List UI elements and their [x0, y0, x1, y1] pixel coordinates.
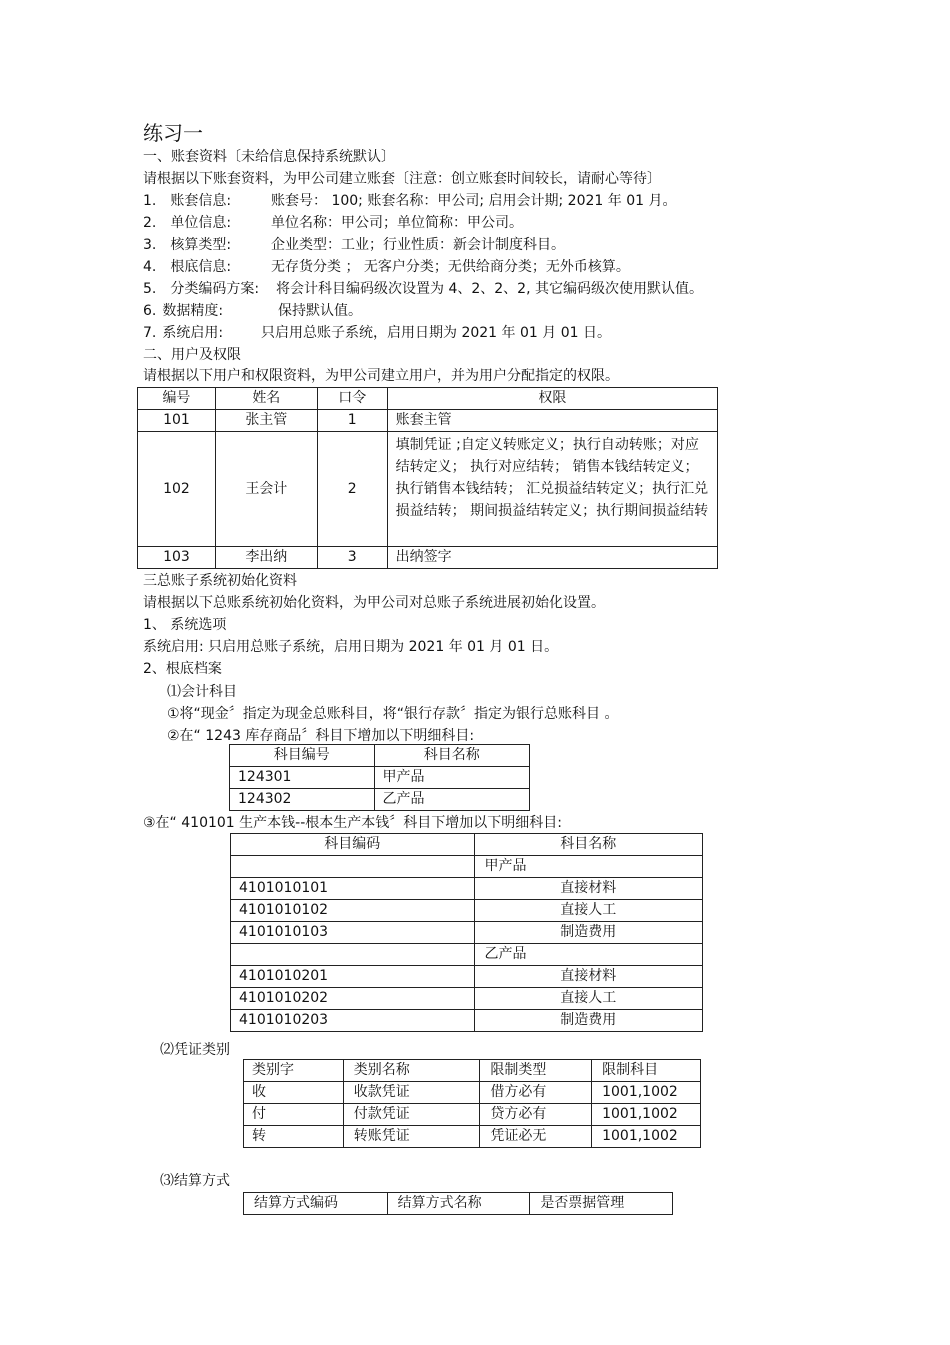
- production-cost-subaccounts-table: [230, 833, 703, 1032]
- table-cell: 甲产品: [474, 856, 702, 878]
- item-text: 账套号： 100; 账套名称：甲公司; 启用会计期; 2021 年 01 月。: [271, 193, 677, 209]
- item-num: 3.: [143, 237, 157, 253]
- table-header-row: [244, 1060, 701, 1082]
- table-cell: 3: [317, 547, 387, 569]
- table-cell: 102: [138, 432, 216, 547]
- table-cell: 填制凭证 ;自定义转账定义；执行自动转账；对应结转定义； 执行对应结转； 销售本钱结转定义；执行销售本钱结转； 汇兑损益结转定义；执行汇兑损益结转； 期间损益结转定义；执行期间损益结转: [387, 432, 717, 547]
- table-header: 权限: [387, 388, 717, 410]
- table-cell: 103: [138, 547, 216, 569]
- section2-intro: 请根据以下用户和权限资料，为甲公司建立用户，并为用户分配指定的权限。: [143, 368, 619, 384]
- table-header: 类别字: [244, 1060, 344, 1082]
- settlement-heading: ⑶结算方式: [160, 1173, 230, 1189]
- item-text: 保持默认值。: [278, 303, 362, 319]
- table-header-row: [230, 745, 530, 767]
- table-cell: 1001,1002: [592, 1126, 701, 1148]
- table-cell: 4101010201: [231, 966, 475, 988]
- table-cell: 付款凭证: [343, 1104, 480, 1126]
- section1-heading: 一、账套资料〔未给信息保持系统默认〕: [143, 149, 395, 165]
- table-header-row: [244, 1193, 673, 1215]
- item-label: 系统启用:: [162, 325, 224, 341]
- table-cell: 4101010103: [231, 922, 475, 944]
- item-text: 无存货分类 ； 无客户分类；无供给商分类；无外币核算。: [271, 259, 630, 275]
- table-row: [244, 1104, 701, 1126]
- table-cell: 直接材料: [474, 878, 702, 900]
- step3-text: ③在“ 410101 生产本钱--根本生产本钱〞科目下增加以下明细科目:: [143, 815, 562, 831]
- table-header: 科目编号: [230, 745, 375, 767]
- step2-text: ②在“ 1243 库存商品〞科目下增加以下明细科目:: [167, 728, 475, 744]
- table-row: [231, 878, 703, 900]
- table-cell: [231, 944, 475, 966]
- table-header: 科目名称: [374, 745, 529, 767]
- item-text: 企业类型：工业；行业性质：新会计制度科目。: [271, 237, 565, 253]
- table-cell: 1001,1002: [592, 1082, 701, 1104]
- table-cell: 1: [317, 410, 387, 432]
- table-header: 限制类型: [480, 1060, 592, 1082]
- table-cell: 转账凭证: [343, 1126, 480, 1148]
- section1-intro: 请根据以下账套资料，为甲公司建立账套〔注意：创立账套时间较长，请耐心等待〕: [143, 171, 661, 187]
- table-row: [230, 767, 530, 789]
- table-cell: 101: [138, 410, 216, 432]
- table-row: [231, 966, 703, 988]
- table-cell: 转: [244, 1126, 344, 1148]
- item-num: 7.: [143, 325, 157, 341]
- list-item: [143, 302, 223, 320]
- list-item: [143, 236, 231, 254]
- table-cell: 4101010203: [231, 1010, 475, 1032]
- table-row: [138, 410, 718, 432]
- table-cell: 直接材料: [474, 966, 702, 988]
- table-cell: 账套主管: [387, 410, 717, 432]
- table-cell: 出纳签字: [387, 547, 717, 569]
- table-cell: 4101010202: [231, 988, 475, 1010]
- table-cell: 直接人工: [474, 900, 702, 922]
- table-cell: 李出纳: [215, 547, 317, 569]
- item-label: 核算类型:: [170, 237, 232, 253]
- table-cell: 制造费用: [474, 922, 702, 944]
- table-header-row: [138, 388, 718, 410]
- table-cell: 借方必有: [480, 1082, 592, 1104]
- list-item: [143, 192, 231, 210]
- list-item: [143, 324, 223, 342]
- list-item: [143, 214, 231, 232]
- item-text: 将会计科目编码级次设置为 4、2、2、2, 其它编码级次使用默认值。: [276, 281, 703, 297]
- item-label: 单位信息:: [170, 215, 232, 231]
- table-row: [231, 856, 703, 878]
- item-text: 单位名称：甲公司；单位简称：甲公司。: [271, 215, 523, 231]
- table-row: [244, 1126, 701, 1148]
- table-cell: 收款凭证: [343, 1082, 480, 1104]
- list-item: [143, 258, 231, 276]
- table-row: [231, 988, 703, 1010]
- table-cell: 1001,1002: [592, 1104, 701, 1126]
- table-cell: 王会计: [215, 432, 317, 547]
- options-text: 系统启用: 只启用总账子系统，启用日期为 2021 年 01 月 01 日。: [143, 639, 559, 655]
- table-cell: 付: [244, 1104, 344, 1126]
- list-item: [143, 280, 259, 298]
- settlement-methods-table: [243, 1192, 673, 1215]
- table-header: 是否票据管理: [530, 1193, 673, 1215]
- table-header-row: [231, 834, 703, 856]
- inventory-subaccounts-table: [229, 744, 530, 811]
- table-cell: 贷方必有: [480, 1104, 592, 1126]
- section3-intro: 请根据以下总账系统初始化资料，为甲公司对总账子系统进展初始化设置。: [143, 595, 605, 611]
- item-label: 分类编码方案:: [170, 281, 260, 297]
- step1-text: ①将“现金〞指定为现金总账科目，将“银行存款〞指定为银行总账科目 。: [167, 706, 619, 722]
- table-row: [244, 1082, 701, 1104]
- table-header: 类别名称: [343, 1060, 480, 1082]
- item-num: 6.: [143, 303, 157, 319]
- section2-heading: 二、用户及权限: [143, 347, 241, 363]
- users-table: [137, 387, 718, 569]
- table-row: [231, 1010, 703, 1032]
- item-label: 账套信息:: [170, 193, 232, 209]
- item-text: 只启用总账子系统，启用日期为 2021 年 01 月 01 日。: [261, 325, 611, 341]
- archives-heading: 2、根底档案: [143, 661, 222, 677]
- table-cell: 4101010102: [231, 900, 475, 922]
- table-cell: 124301: [230, 767, 375, 789]
- item-num: 1.: [143, 193, 157, 209]
- table-cell: 124302: [230, 789, 375, 811]
- table-cell: 直接人工: [474, 988, 702, 1010]
- table-row: [231, 944, 703, 966]
- table-header: 口令: [317, 388, 387, 410]
- voucher-types-table: [243, 1059, 701, 1148]
- table-cell: 乙产品: [474, 944, 702, 966]
- table-header: 姓名: [215, 388, 317, 410]
- table-cell: 乙产品: [374, 789, 529, 811]
- table-header: 科目名称: [474, 834, 702, 856]
- voucher-heading: ⑵凭证类别: [160, 1042, 230, 1058]
- table-header: 结算方式编码: [244, 1193, 388, 1215]
- item-num: 5.: [143, 281, 157, 297]
- table-row: [138, 547, 718, 569]
- options-heading: 1、 系统选项: [143, 617, 227, 633]
- table-row: [138, 432, 718, 547]
- accounts-heading: ⑴会计科目: [167, 684, 237, 700]
- table-row: [231, 922, 703, 944]
- item-label: 数据精度:: [162, 303, 224, 319]
- item-num: 4.: [143, 259, 157, 275]
- table-row: [230, 789, 530, 811]
- table-cell: [231, 856, 475, 878]
- item-label: 根底信息:: [170, 259, 232, 275]
- table-cell: 4101010101: [231, 878, 475, 900]
- table-cell: 凭证必无: [480, 1126, 592, 1148]
- section3-heading: 三总账子系统初始化资料: [143, 573, 297, 589]
- page-title: 练习一: [143, 121, 203, 145]
- table-cell: 收: [244, 1082, 344, 1104]
- table-cell: 甲产品: [374, 767, 529, 789]
- table-header: 编号: [138, 388, 216, 410]
- table-cell: 张主管: [215, 410, 317, 432]
- item-num: 2.: [143, 215, 157, 231]
- table-row: [231, 900, 703, 922]
- table-header: 限制科目: [592, 1060, 701, 1082]
- table-cell: 2: [317, 432, 387, 547]
- table-header: 结算方式名称: [387, 1193, 530, 1215]
- table-cell: 制造费用: [474, 1010, 702, 1032]
- table-header: 科目编码: [231, 834, 475, 856]
